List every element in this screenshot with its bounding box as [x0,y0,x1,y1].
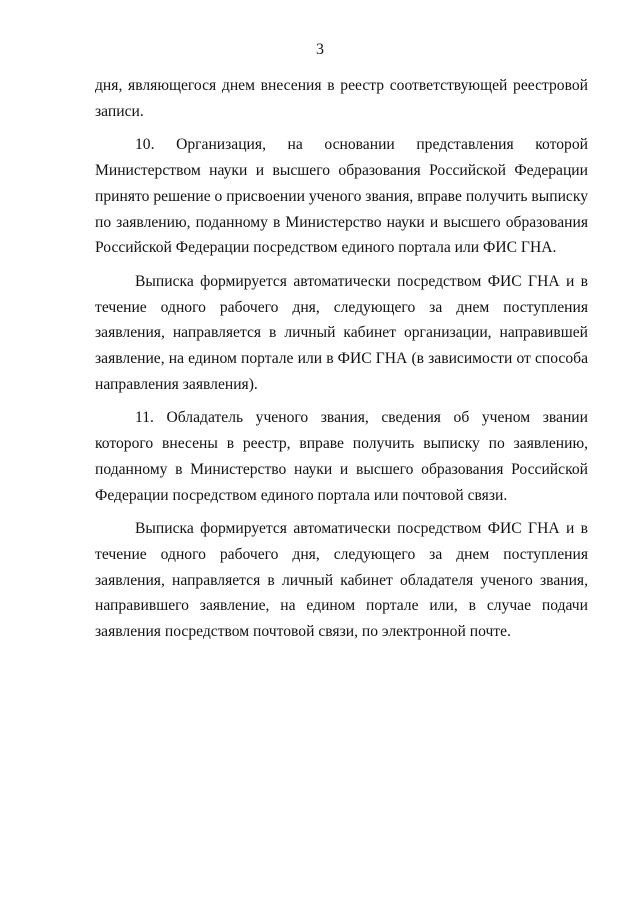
page-number: 3 [316,41,324,58]
paragraph-item-11: 11. Обладатель ученого звания, сведения об ученом звании которого внесены в реестр, вправе получить выписку по заявлению, поданному в Министерство науки и высшего образования Российской Федерации посредством единого портала или почтовой связи. [95,409,588,504]
paragraph-continuation: дня, являющегося днем внесения в реестр соответствующей реестровой записи. [95,77,588,120]
paragraph-item-10-extract: Выписка формируется автоматически посредством ФИС ГНА и в течение одного рабочего дня, следующего за днем поступления заявления, направляется в личный кабинет организации, направившей заявление, на едином портале или в ФИС ГНА (в зависимости от способа направления заявления). [95,272,588,393]
document-body [95,73,588,653]
paragraph-item-10: 10. Организация, на основании представления которой Министерством науки и высшего образования Российской Федерации принято решение о присвоении ученого звания, вправе получить выписку по заявлению, поданному в Министерство науки и высшего образования Российской Федерации посредством единого портала или ФИС ГНА. [95,136,588,257]
paragraph-item-11-extract: Выписка формируется автоматически посредством ФИС ГНА и в течение одного рабочего дня, следующего за днем поступления заявления, направляется в личный кабинет обладателя ученого звания, направившего заявление, на едином портале или, в случае подачи заявления посредством почтовой связи, по электронной почте. [95,520,588,641]
